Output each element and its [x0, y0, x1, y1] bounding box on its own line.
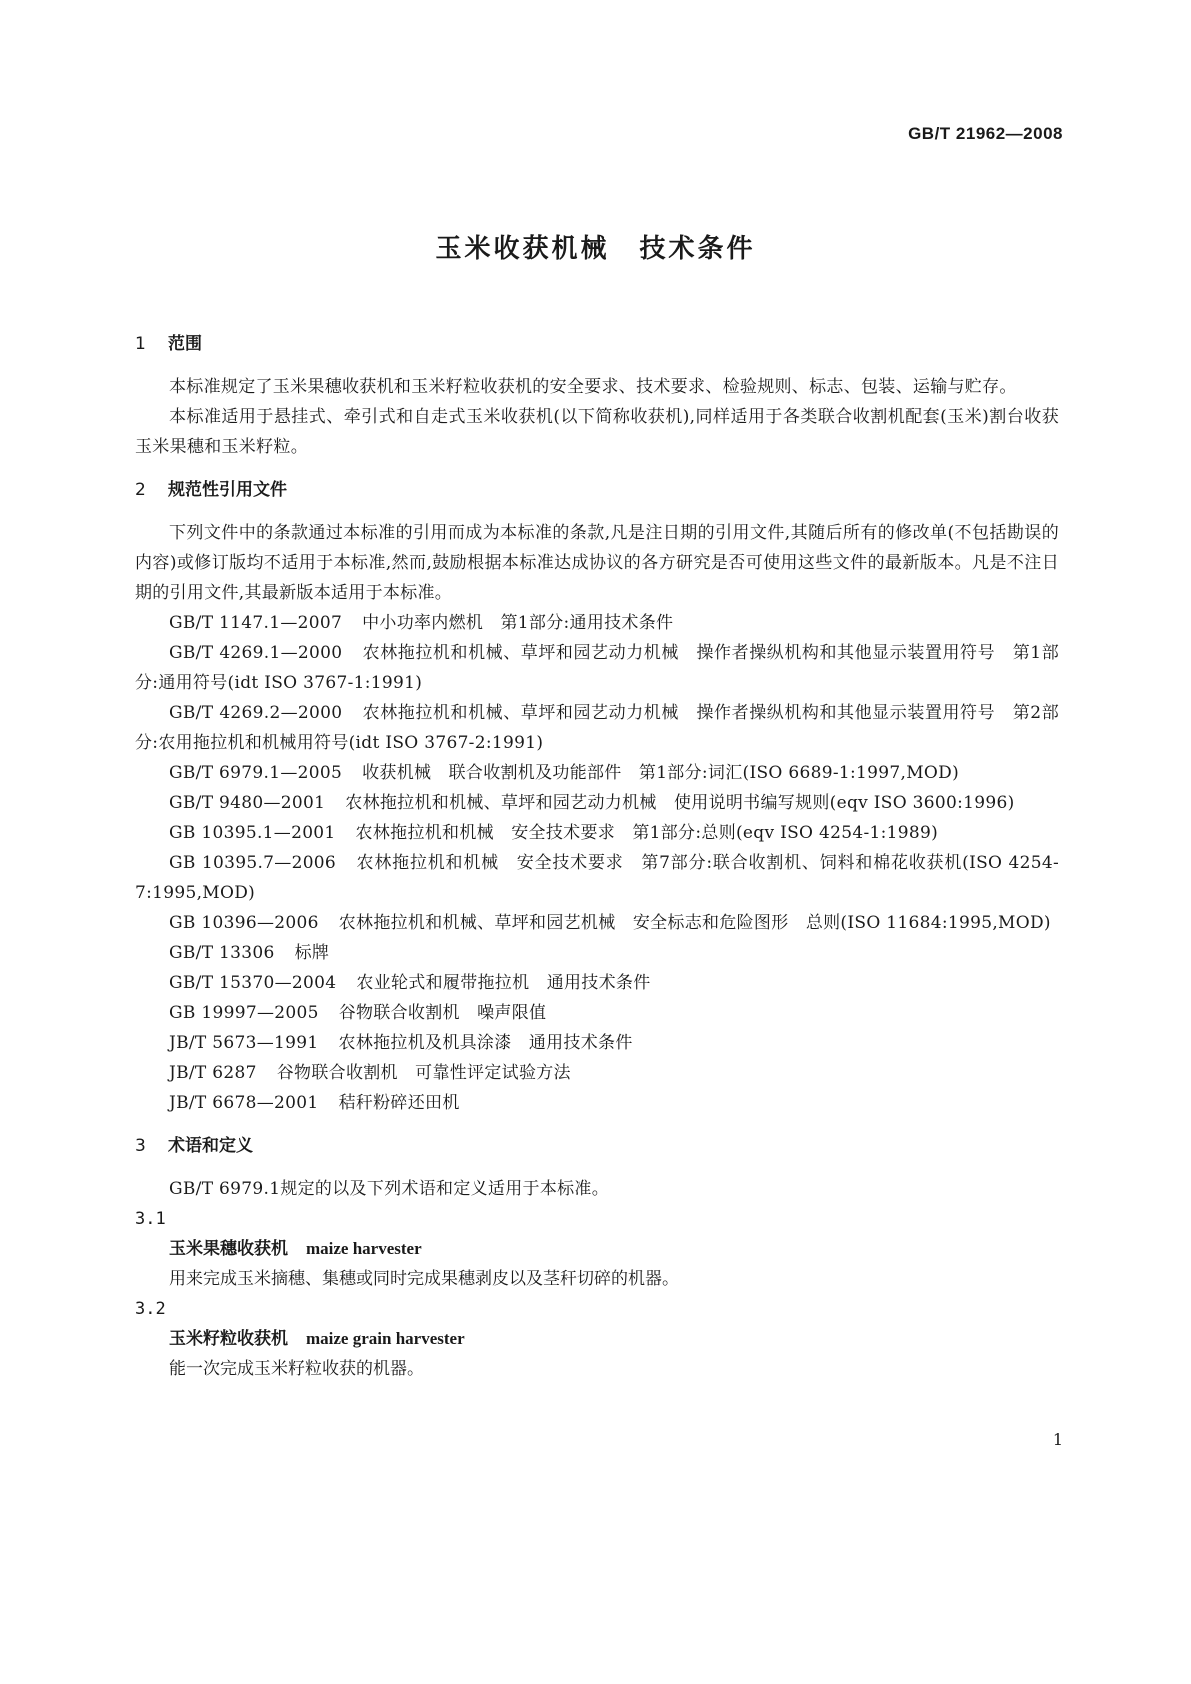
- term-number: 3.1: [135, 1209, 166, 1229]
- paragraph: 本标准适用于悬挂式、牵引式和自走式玉米收获机(以下简称收获机),同样适用于各类联合收割机配套(玉米)割台收获玉米果穗和玉米籽粒。: [135, 407, 1059, 457]
- reference-item: [135, 788, 1059, 818]
- reference-title: 农林拖拉机及机具涂漆 通用技术条件: [338, 1033, 633, 1053]
- reference-title: 标牌: [294, 943, 330, 963]
- reference-code: GB/T 13306: [169, 943, 275, 963]
- reference-item: [135, 998, 1059, 1028]
- term-entry: [135, 1324, 1059, 1354]
- section-heading-references: [135, 476, 1059, 504]
- reference-code: GB/T 1147.1—2007: [169, 613, 343, 633]
- reference-item: [135, 758, 1059, 788]
- reference-code: GB/T 4269.1—2000: [169, 643, 343, 663]
- term-english: maize harvester: [306, 1239, 422, 1258]
- reference-title: 农林拖拉机和机械、草坪和园艺动力机械 操作者操纵机构和其他显示装置用符号 第1部分:通用符号(idt ISO 3767-1:1991): [135, 643, 1059, 693]
- title-part-1: 玉米收获机械: [435, 234, 610, 264]
- section-heading-terms: [135, 1132, 1059, 1160]
- page-number: 1: [1052, 1430, 1063, 1449]
- section-title: 规范性引用文件: [168, 480, 287, 500]
- reference-title: 农林拖拉机和机械 安全技术要求 第7部分:联合收割机、饲料和棉花收获机(ISO 4254-7:1995,MOD): [135, 853, 1059, 903]
- document-body: [135, 330, 1059, 1384]
- term-chinese: 玉米籽粒收获机: [169, 1329, 288, 1349]
- term-english: maize grain harvester: [306, 1329, 465, 1348]
- reference-title: 中小功率内燃机 第1部分:通用技术条件: [362, 613, 674, 633]
- reference-title: 农林拖拉机和机械、草坪和园艺机械 安全标志和危险图形 总则(ISO 11684:1995,MOD): [338, 913, 1051, 933]
- reference-code: GB 19997—2005: [169, 1003, 319, 1023]
- section-title: 术语和定义: [168, 1136, 253, 1156]
- paragraph: GB/T 6979.1规定的以及下列术语和定义适用于本标准。: [169, 1179, 610, 1199]
- section-number: 3: [135, 1136, 146, 1156]
- paragraph: 下列文件中的条款通过本标准的引用而成为本标准的条款,凡是注日期的引用文件,其随后所有的修改单(不包括勘误的内容)或修订版均不适用于本标准,然而,鼓励根据本标准达成协议的各方研究是否可使用这些文件的最新版本。凡是不注日期的引用文件,其最新版本适用于本标准。: [135, 523, 1059, 603]
- reference-item: [135, 1058, 1059, 1088]
- reference-item: [135, 968, 1059, 998]
- reference-code: GB/T 15370—2004: [169, 973, 337, 993]
- reference-code: GB/T 9480—2001: [169, 793, 326, 813]
- reference-title: 谷物联合收割机 可靠性评定试验方法: [276, 1063, 571, 1083]
- title-part-2: 技术条件: [639, 234, 756, 264]
- reference-code: GB/T 6979.1—2005: [169, 763, 343, 783]
- term-entry: [135, 1234, 1059, 1264]
- reference-item: [135, 848, 1059, 908]
- paragraph: 本标准规定了玉米果穗收获机和玉米籽粒收获机的安全要求、技术要求、检验规则、标志、包装、运输与贮存。: [169, 377, 1017, 397]
- reference-item: [135, 908, 1059, 938]
- reference-item: [135, 818, 1059, 848]
- section-number: 1: [135, 334, 146, 354]
- reference-title: 农林拖拉机和机械 安全技术要求 第1部分:总则(eqv ISO 4254-1:1989): [355, 823, 939, 843]
- term-chinese: 玉米果穗收获机: [169, 1239, 288, 1259]
- reference-item: [135, 608, 1059, 638]
- term-number: 3.2: [135, 1299, 166, 1319]
- reference-title: 谷物联合收割机 噪声限值: [338, 1003, 547, 1023]
- reference-code: JB/T 6678—2001: [169, 1093, 319, 1113]
- reference-item: [135, 698, 1059, 758]
- term-definition: 用来完成玉米摘穗、集穗或同时完成果穗剥皮以及茎秆切碎的机器。: [169, 1269, 679, 1289]
- reference-code: GB/T 4269.2—2000: [169, 703, 343, 723]
- reference-title: 秸秆粉碎还田机: [338, 1093, 460, 1113]
- reference-title: 农林拖拉机和机械、草坪和园艺动力机械 操作者操纵机构和其他显示装置用符号 第2部分:农用拖拉机和机械用符号(idt ISO 3767-2:1991): [135, 703, 1059, 753]
- reference-item: [135, 938, 1059, 968]
- reference-title: 农业轮式和履带拖拉机 通用技术条件: [356, 973, 651, 993]
- reference-code: GB 10395.7—2006: [169, 853, 337, 873]
- reference-item: [135, 1088, 1059, 1118]
- standard-code: GB/T 21962—2008: [908, 124, 1063, 143]
- reference-code: JB/T 6287: [169, 1063, 257, 1083]
- section-title: 范围: [168, 334, 202, 354]
- reference-title: 农林拖拉机和机械、草坪和园艺动力机械 使用说明书编写规则(eqv ISO 3600:1996): [345, 793, 1015, 813]
- section-heading-scope: [135, 330, 1059, 358]
- reference-item: [135, 1028, 1059, 1058]
- reference-code: GB 10396—2006: [169, 913, 319, 933]
- reference-title: 收获机械 联合收割机及功能部件 第1部分:词汇(ISO 6689-1:1997,MOD): [362, 763, 959, 783]
- reference-code: JB/T 5673—1991: [169, 1033, 319, 1053]
- document-title: [0, 228, 1191, 265]
- term-definition: 能一次完成玉米籽粒收获的机器。: [169, 1359, 424, 1379]
- reference-item: [135, 638, 1059, 698]
- reference-code: GB 10395.1—2001: [169, 823, 336, 843]
- section-number: 2: [135, 480, 146, 500]
